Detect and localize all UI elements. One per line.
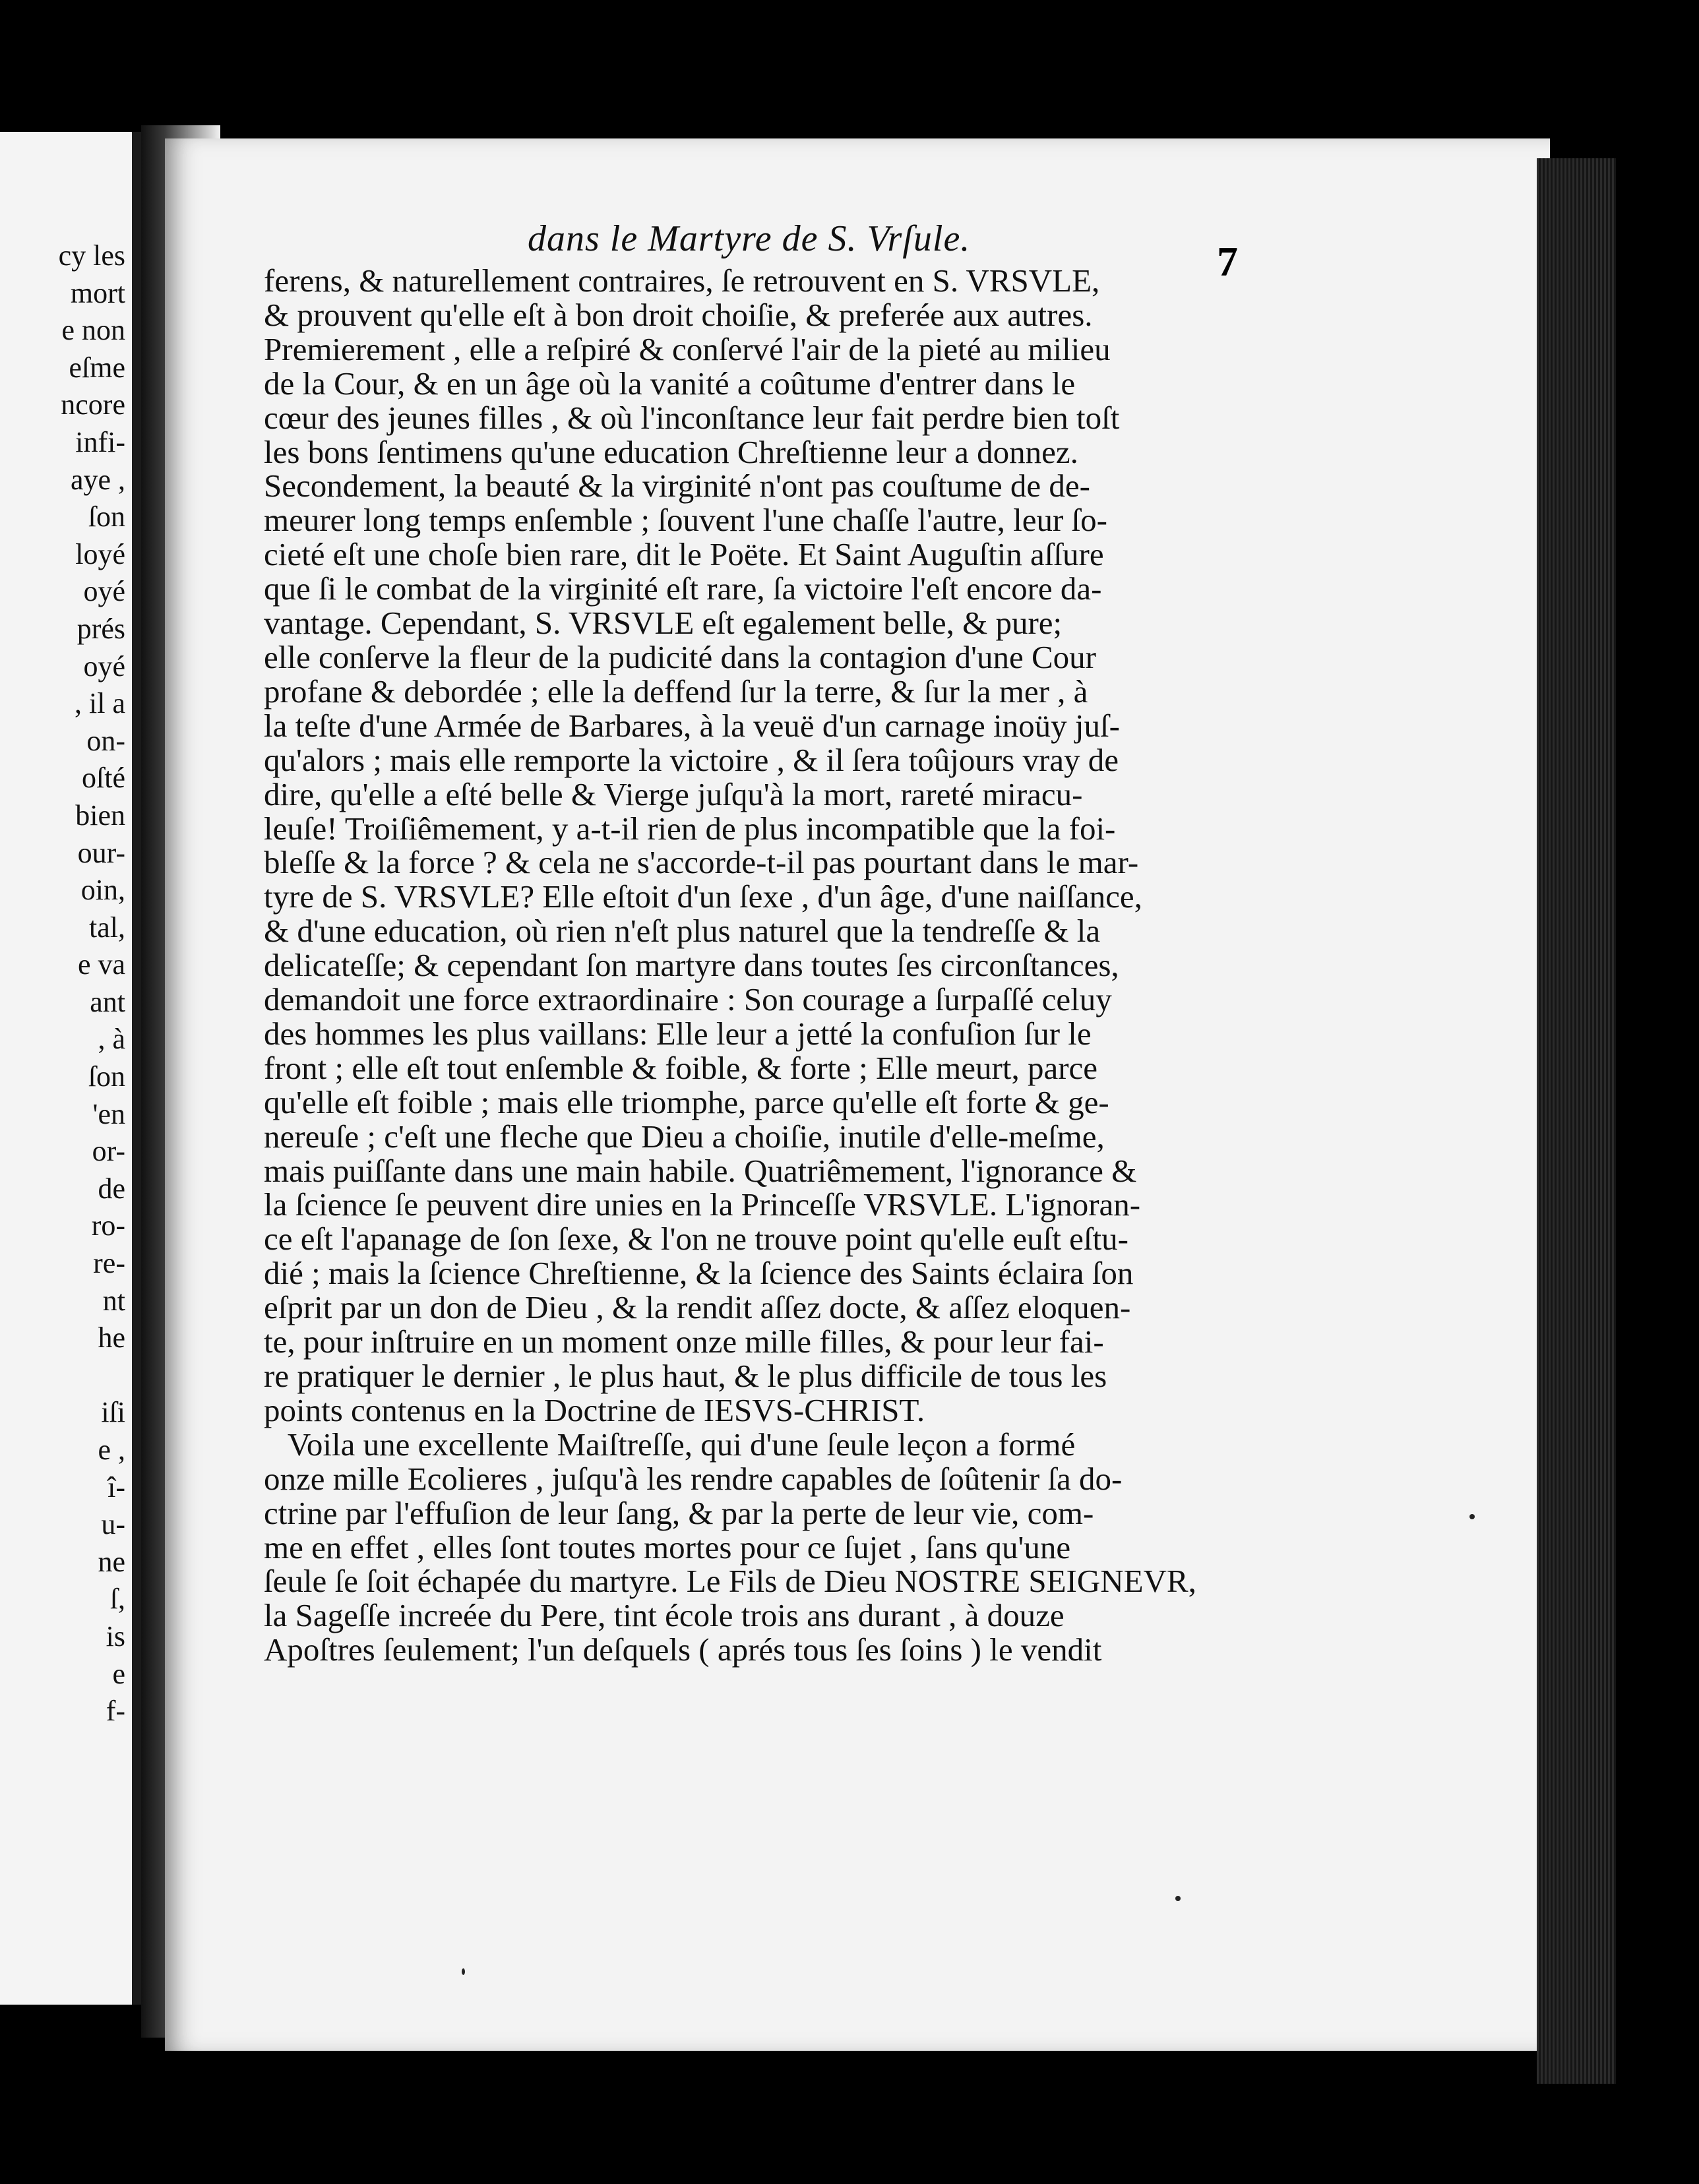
text-line: ſeule ſe ſoit échapée du martyre. Le Fils de Dieu NOSTRE SEIGNEVR,	[264, 1563, 1196, 1600]
text-line: la ſcience ſe peuvent dire unies en la Princeſſe VRSVLE. L'ignoran-	[264, 1186, 1141, 1223]
text-line: me en effet , elles ſont toutes mortes pour ce ſujet , ſans qu'une	[264, 1529, 1071, 1565]
text-line: demandoit une force extraordinaire : Son courage a ſurpaſſé celuy	[264, 981, 1112, 1018]
left-margin-line: ro-	[91, 1209, 125, 1242]
text-line: cœur des jeunes filles , & où l'inconſtance leur fait perdre bien toſt	[264, 399, 1120, 436]
running-head: dans le Martyre de S. Vrſule.	[528, 218, 971, 259]
text-line: la teſte d'une Armée de Barbares, à la veuë d'un carnage inoüy juſ-	[264, 707, 1120, 744]
left-margin-line: oin,	[80, 874, 125, 907]
left-margin-line: , à	[98, 1023, 125, 1056]
text-line: Voila une excellente Maiſtreſſe, qui d'une ſeule leçon a formé	[264, 1426, 1076, 1463]
left-margin-line: or-	[92, 1135, 125, 1168]
text-line: re pratiquer le dernier , le plus haut, & le plus difficile de tous les	[264, 1358, 1107, 1394]
text-line: dire, qu'elle a eſté belle & Vierge juſqu'à la mort, rareté miracu-	[264, 775, 1083, 812]
text-line: de la Cour, & en un âge où la vanité a coûtume d'entrer dans le	[264, 365, 1076, 402]
left-margin-line: ant	[90, 985, 125, 1018]
left-margin-line: iſi	[101, 1396, 125, 1429]
text-line: leuſe! Troiſiêmement, y a-t-il rien de plus incompatible que la foi-	[264, 810, 1116, 847]
left-margin-line: ne	[98, 1545, 125, 1578]
text-line: la Sageſſe increée du Pere, tint école trois ans durant , à douze	[264, 1597, 1065, 1634]
left-margin-line: our-	[77, 836, 125, 869]
left-margin-line: bien	[75, 799, 125, 832]
left-margin-line: tal,	[89, 911, 125, 944]
left-margin-line: infi-	[75, 425, 125, 458]
left-margin-line: loyé	[75, 537, 125, 570]
left-margin-line: ſon	[88, 1060, 125, 1093]
text-line: vantage. Cependant, S. VRSVLE eſt egalement belle, & pure;	[264, 605, 1063, 642]
left-facing-page	[0, 132, 141, 2005]
text-line: bleſſe & la force ? & cela ne s'accorde-t-il pas pourtant dans le mar-	[264, 844, 1139, 881]
scan-speck	[1469, 1514, 1475, 1519]
left-margin-line: ncore	[61, 388, 125, 421]
left-margin-line: is	[106, 1620, 125, 1653]
text-line: que ſi le combat de la virginité eſt rare, ſa victoire l'eſt encore da-	[264, 570, 1102, 607]
text-line: ctrine par l'effuſion de leur ſang, & par la perte de leur vie, com-	[264, 1494, 1094, 1531]
left-margin-line: e	[112, 1657, 125, 1690]
left-margin-line: eſme	[69, 351, 125, 384]
left-margin-line: î-	[108, 1471, 125, 1503]
left-margin-line: e va	[77, 948, 125, 981]
left-margin-line: on-	[86, 724, 125, 757]
page-fore-edge	[1537, 158, 1616, 2084]
scan-speck	[462, 1968, 465, 1975]
text-line: onze mille Ecolieres , juſqu'à les rendre capables de ſoûtenir ſa do-	[264, 1460, 1123, 1497]
text-line: ferens, & naturellement contraires, ſe retrouvent en S. VRSVLE,	[264, 262, 1100, 299]
text-line: eſprit par un don de Dieu , & la rendit aſſez docte, & aſſez eloquen-	[264, 1289, 1131, 1326]
left-margin-line: oyé	[83, 650, 125, 682]
text-line: dié ; mais la ſcience Chreſtienne, & la ſcience des Saints éclaira ſon	[264, 1255, 1134, 1292]
text-line: & prouvent qu'elle eſt à bon droit choiſie, & preferée aux autres.	[264, 296, 1093, 333]
text-line: Apoſtres ſeulement; l'un deſquels ( aprés tous ſes ſoins ) le vendit	[264, 1631, 1102, 1668]
text-line: delicateſſe; & cependant ſon martyre dans toutes ſes circonſtances,	[264, 947, 1119, 984]
left-margin-line: oyé	[83, 575, 125, 608]
text-line: front ; elle eſt tout enſemble & foible, & forte ; Elle meurt, parce	[264, 1049, 1098, 1086]
scan-speck	[1175, 1896, 1181, 1901]
text-line: points contenus en la Doctrine de IESVS-CHRIST.	[264, 1391, 925, 1428]
left-margin-line: f-	[106, 1695, 125, 1728]
text-line: meurer long temps enſemble ; ſouvent l'une chaſſe l'autre, leur ſo-	[264, 502, 1107, 539]
left-margin-line: re-	[93, 1247, 125, 1280]
left-margin-line: cy les	[58, 239, 125, 272]
left-margin-line: prés	[77, 612, 125, 645]
page-number: 7	[1217, 238, 1238, 285]
left-margin-line: nt	[102, 1284, 125, 1317]
left-margin-line: u-	[101, 1508, 125, 1541]
text-line: qu'elle eſt foible ; mais elle triomphe, parce qu'elle eſt forte & ge-	[264, 1083, 1109, 1120]
left-margin-line: ſ,	[109, 1583, 125, 1616]
body-text	[264, 264, 1240, 1667]
text-line: les bons ſentimens qu'une education Chreſtienne leur a donnez.	[264, 433, 1078, 470]
left-margin-line: aye ,	[70, 463, 125, 496]
left-margin-line: 'en	[92, 1097, 125, 1130]
text-line: mais puiſſante dans une main habile. Quatriêmement, l'ignorance &	[264, 1152, 1137, 1189]
left-margin-line: e ,	[98, 1434, 125, 1466]
text-line: & d'une education, où rien n'eſt plus naturel que la tendreſſe & la	[264, 913, 1101, 950]
left-margin-line: ſon	[88, 501, 125, 533]
left-margin-line: e non	[61, 314, 125, 347]
left-margin-line: , il a	[75, 687, 125, 720]
text-line: elle conſerve la fleur de la pudicité dans la contagion d'une Cour	[264, 638, 1096, 675]
text-line: Premierement , elle a reſpiré & conſervé l'air de la pieté au milieu	[264, 330, 1111, 367]
text-line: cieté eſt une choſe bien rare, dit le Poëte. Et Saint Auguſtin aſſure	[264, 536, 1104, 573]
text-line: qu'alors ; mais elle remporte la victoire , & il ſera toûjours vray de	[264, 741, 1119, 778]
text-line: profane & debordée ; elle la deffend ſur la terre, & ſur la mer , à	[264, 673, 1088, 710]
text-line: ce eſt l'apanage de ſon ſexe, & l'on ne trouve point qu'elle euſt eſtu-	[264, 1221, 1128, 1258]
text-line: te, pour inſtruire en un moment onze mille filles, & pour leur fai-	[264, 1323, 1104, 1360]
left-margin-line: oſté	[82, 762, 125, 795]
text-line: des hommes les plus vaillans: Elle leur a jetté la confuſion ſur le	[264, 1015, 1092, 1052]
left-margin-line: mort	[70, 276, 125, 309]
left-page-margin-text	[59, 237, 125, 1730]
left-margin-line	[59, 1357, 125, 1395]
left-margin-line: he	[98, 1321, 125, 1354]
left-margin-line: de	[98, 1172, 125, 1205]
text-line: tyre de S. VRSVLE? Elle eſtoit d'un ſexe , d'un âge, d'une naiſſance,	[264, 878, 1142, 915]
text-line: nereuſe ; c'eſt une fleche que Dieu a choiſie, inutile d'elle-meſme,	[264, 1118, 1105, 1155]
text-line: Secondement, la beauté & la virginité n'ont pas couſtume de de-	[264, 468, 1090, 504]
